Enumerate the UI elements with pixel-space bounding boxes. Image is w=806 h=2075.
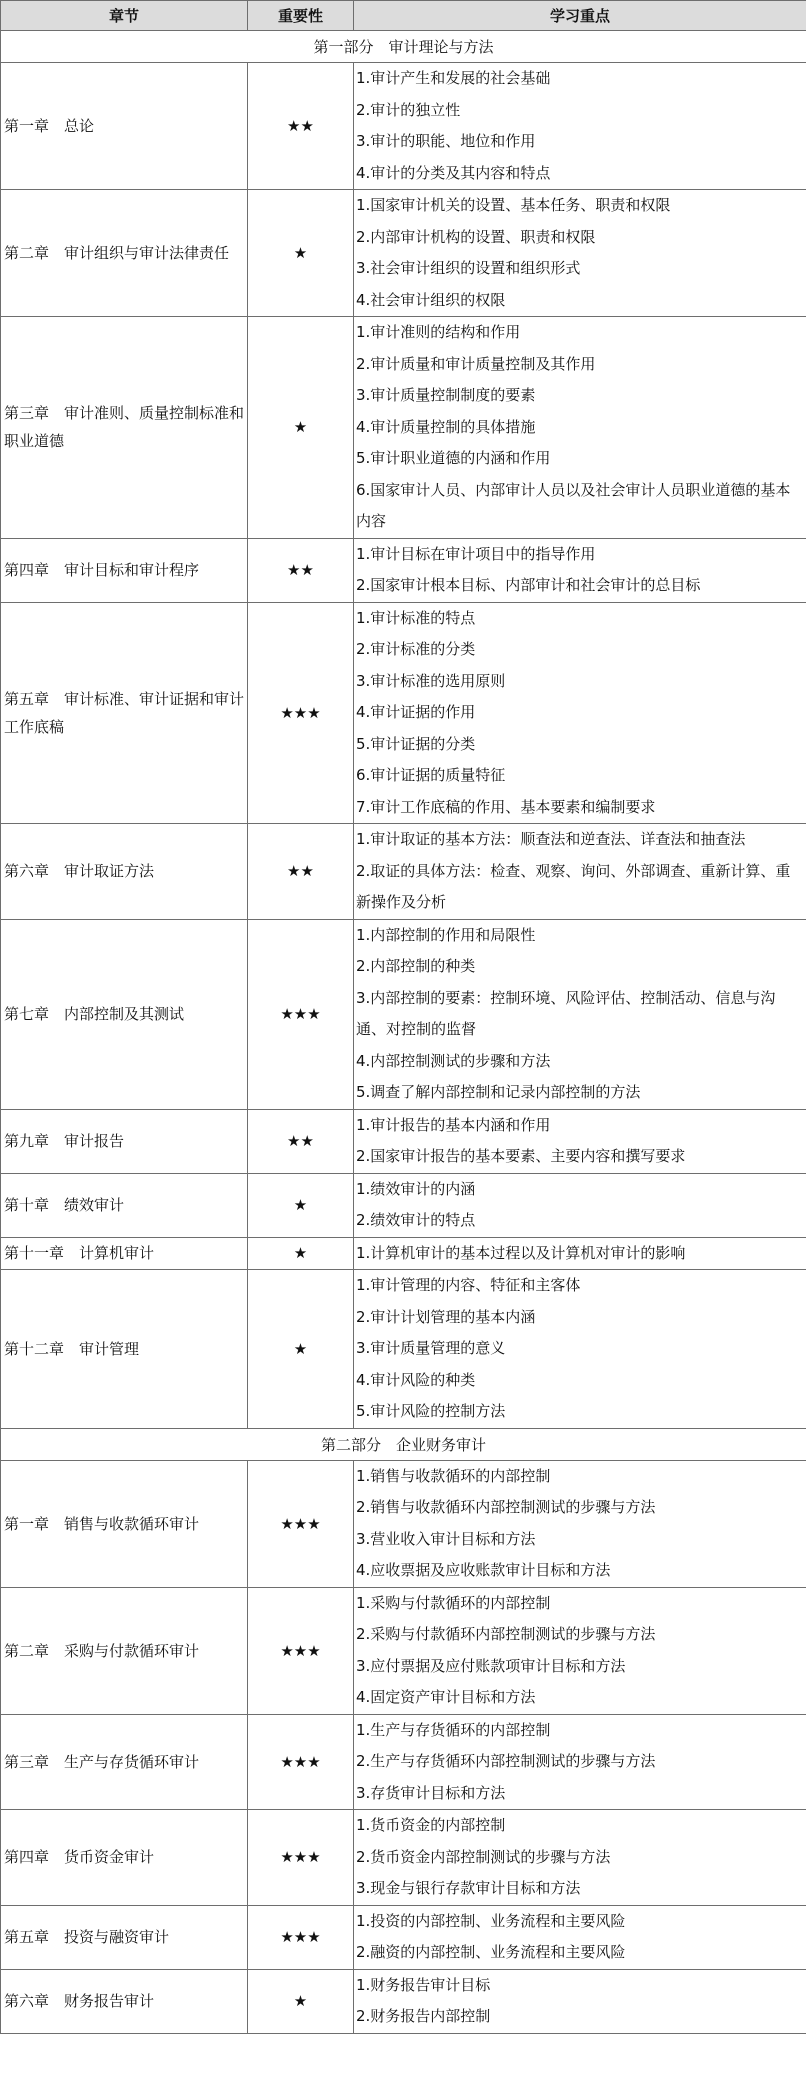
point-item: 2.审计的独立性 <box>356 100 461 119</box>
section-title: 第二部分 企业财务审计 <box>1 1428 806 1460</box>
point-item: 7.审计工作底稿的作用、基本要素和编制要求 <box>356 797 656 816</box>
points-cell <box>354 1587 806 1714</box>
point-item: 5.调查了解内部控制和记录内部控制的方法 <box>356 1083 641 1101</box>
table-row <box>1 1173 806 1237</box>
importance-stars: ★★ <box>248 824 354 920</box>
points-cell <box>354 1237 806 1270</box>
points-cell <box>354 919 806 1109</box>
points-cell <box>354 1460 806 1587</box>
point-item: 1.生产与存货循环的内部控制 <box>356 1720 551 1739</box>
table-row <box>1 1460 806 1587</box>
table-row <box>1 1587 806 1714</box>
chapter-cell: 第十二章 审计管理 <box>1 1270 248 1429</box>
chapter-cell: 第六章 审计取证方法 <box>1 824 248 920</box>
point-item: 3.应付票据及应付账款项审计目标和方法 <box>356 1656 626 1675</box>
points-cell <box>354 1905 806 1969</box>
chapter-cell: 第二章 采购与付款循环审计 <box>1 1587 248 1714</box>
points-cell <box>354 602 806 824</box>
points-cell <box>354 1270 806 1429</box>
points-cell <box>354 1109 806 1173</box>
points-cell <box>354 1173 806 1237</box>
header-importance: 重要性 <box>248 1 354 31</box>
chapter-cell: 第六章 财务报告审计 <box>1 1969 248 2033</box>
chapter-cell: 第三章 生产与存货循环审计 <box>1 1714 248 1810</box>
section-title: 第一部分 审计理论与方法 <box>1 31 806 63</box>
point-item: 4.审计的分类及其内容和特点 <box>356 163 551 182</box>
point-item: 1.投资的内部控制、业务流程和主要风险 <box>356 1911 626 1930</box>
point-item: 1.绩效审计的内涵 <box>356 1179 476 1198</box>
chapter-cell: 第九章 审计报告 <box>1 1109 248 1173</box>
section-row <box>1 1428 806 1460</box>
point-item: 3.现金与银行存款审计目标和方法 <box>356 1879 581 1897</box>
table-row <box>1 919 806 1109</box>
points-cell <box>354 1714 806 1810</box>
point-item: 3.审计质量管理的意义 <box>356 1339 506 1357</box>
table-row <box>1 1905 806 1969</box>
points-cell <box>354 63 806 190</box>
header-points: 学习重点 <box>354 1 806 31</box>
table-row <box>1 824 806 920</box>
point-item: 1.审计准则的结构和作用 <box>356 323 521 341</box>
point-item: 2.生产与存货循环内部控制测试的步骤与方法 <box>356 1752 656 1770</box>
importance-stars: ★★★ <box>248 1905 354 1969</box>
chapter-cell: 第四章 审计目标和审计程序 <box>1 538 248 602</box>
point-item: 4.内部控制测试的步骤和方法 <box>356 1051 551 1070</box>
point-item: 3.社会审计组织的设置和组织形式 <box>356 259 581 277</box>
importance-stars: ★★★ <box>248 919 354 1109</box>
point-item: 6.国家审计人员、内部审计人员以及社会审计人员职业道德的基本内容 <box>356 480 791 530</box>
point-item: 4.审计风险的种类 <box>356 1370 476 1389</box>
chapter-cell: 第二章 审计组织与审计法律责任 <box>1 190 248 317</box>
point-item: 2.审计计划管理的基本内涵 <box>356 1307 536 1326</box>
point-item: 2.内部审计机构的设置、职责和权限 <box>356 227 596 246</box>
chapter-cell: 第三章 审计准则、质量控制标准和职业道德 <box>1 317 248 539</box>
point-item: 3.营业收入审计目标和方法 <box>356 1529 536 1548</box>
points-cell <box>354 824 806 920</box>
point-item: 2.采购与付款循环内部控制测试的步骤与方法 <box>356 1625 656 1643</box>
point-item: 5.审计职业道德的内涵和作用 <box>356 449 551 467</box>
table-row <box>1 1270 806 1429</box>
point-item: 2.审计标准的分类 <box>356 640 476 658</box>
section-row <box>1 31 806 63</box>
importance-stars: ★★★ <box>248 602 354 824</box>
point-item: 1.审计目标在审计项目中的指导作用 <box>356 544 596 563</box>
point-item: 1.财务报告审计目标 <box>356 1975 491 1994</box>
point-item: 1.国家审计机关的设置、基本任务、职责和权限 <box>356 196 671 214</box>
importance-stars: ★★★ <box>248 1460 354 1587</box>
point-item: 6.审计证据的质量特征 <box>356 766 506 784</box>
point-item: 3.审计质量控制制度的要素 <box>356 386 536 404</box>
point-item: 1.审计产生和发展的社会基础 <box>356 69 551 87</box>
chapter-cell: 第一章 销售与收款循环审计 <box>1 1460 248 1587</box>
table-row <box>1 1969 806 2033</box>
point-item: 5.审计风险的控制方法 <box>356 1402 506 1420</box>
point-item: 4.审计质量控制的具体措施 <box>356 417 536 436</box>
importance-stars: ★ <box>248 190 354 317</box>
importance-stars: ★★ <box>248 63 354 190</box>
table-row <box>1 63 806 190</box>
point-item: 3.存货审计目标和方法 <box>356 1783 506 1802</box>
chapter-cell: 第一章 总论 <box>1 63 248 190</box>
point-item: 1.审计取证的基本方法：顺查法和逆查法、详查法和抽查法 <box>356 830 746 848</box>
point-item: 1.审计报告的基本内涵和作用 <box>356 1115 551 1134</box>
importance-stars: ★ <box>248 1237 354 1270</box>
points-cell <box>354 1969 806 2033</box>
point-item: 4.审计证据的作用 <box>356 703 476 721</box>
point-item: 1.计算机审计的基本过程以及计算机对审计的影响 <box>356 1243 686 1262</box>
chapter-cell: 第十章 绩效审计 <box>1 1173 248 1237</box>
importance-stars: ★ <box>248 1969 354 2033</box>
table-body <box>1 31 806 2034</box>
point-item: 1.采购与付款循环的内部控制 <box>356 1593 551 1612</box>
importance-stars: ★ <box>248 1270 354 1429</box>
point-item: 2.审计质量和审计质量控制及其作用 <box>356 354 596 373</box>
point-item: 4.应收票据及应收账款审计目标和方法 <box>356 1561 611 1579</box>
point-item: 2.国家审计报告的基本要素、主要内容和撰写要求 <box>356 1147 686 1165</box>
points-cell <box>354 1810 806 1906</box>
header-row <box>1 1 806 31</box>
point-item: 2.融资的内部控制、业务流程和主要风险 <box>356 1943 626 1961</box>
point-item: 1.销售与收款循环的内部控制 <box>356 1466 551 1485</box>
point-item: 2.销售与收款循环内部控制测试的步骤与方法 <box>356 1498 656 1516</box>
point-item: 5.审计证据的分类 <box>356 734 476 753</box>
table-row <box>1 1810 806 1906</box>
point-item: 4.固定资产审计目标和方法 <box>356 1688 536 1706</box>
point-item: 1.审计管理的内容、特征和主客体 <box>356 1276 581 1294</box>
table-row <box>1 190 806 317</box>
point-item: 2.内部控制的种类 <box>356 957 476 975</box>
importance-stars: ★ <box>248 317 354 539</box>
point-item: 1.审计标准的特点 <box>356 608 476 627</box>
point-item: 3.审计标准的选用原则 <box>356 671 506 690</box>
point-item: 4.社会审计组织的权限 <box>356 290 506 309</box>
chapter-cell: 第四章 货币资金审计 <box>1 1810 248 1906</box>
point-item: 3.审计的职能、地位和作用 <box>356 132 536 150</box>
point-item: 1.内部控制的作用和局限性 <box>356 925 536 944</box>
table-row <box>1 1714 806 1810</box>
point-item: 2.财务报告内部控制 <box>356 2007 491 2025</box>
points-cell <box>354 538 806 602</box>
importance-stars: ★★★ <box>248 1587 354 1714</box>
importance-stars: ★★★ <box>248 1810 354 1906</box>
chapter-cell: 第七章 内部控制及其测试 <box>1 919 248 1109</box>
chapter-cell: 第五章 审计标准、审计证据和审计工作底稿 <box>1 602 248 824</box>
importance-stars: ★ <box>248 1173 354 1237</box>
importance-stars: ★★ <box>248 538 354 602</box>
point-item: 1.货币资金的内部控制 <box>356 1816 506 1834</box>
table-row <box>1 1237 806 1270</box>
table-row <box>1 1109 806 1173</box>
points-cell <box>354 190 806 317</box>
importance-stars: ★★ <box>248 1109 354 1173</box>
point-item: 2.货币资金内部控制测试的步骤与方法 <box>356 1847 611 1866</box>
importance-stars: ★★★ <box>248 1714 354 1810</box>
table-row <box>1 317 806 539</box>
table-row <box>1 538 806 602</box>
header-chapter: 章节 <box>1 1 248 31</box>
chapter-cell: 第五章 投资与融资审计 <box>1 1905 248 1969</box>
chapter-cell: 第十一章 计算机审计 <box>1 1237 248 1270</box>
point-item: 2.绩效审计的特点 <box>356 1211 476 1229</box>
point-item: 3.内部控制的要素：控制环境、风险评估、控制活动、信息与沟通、对控制的监督 <box>356 988 776 1038</box>
point-item: 2.取证的具体方法：检查、观察、询问、外部调查、重新计算、重新操作及分析 <box>356 861 791 911</box>
points-cell <box>354 317 806 539</box>
point-item: 2.国家审计根本目标、内部审计和社会审计的总目标 <box>356 576 701 594</box>
table-row <box>1 602 806 824</box>
